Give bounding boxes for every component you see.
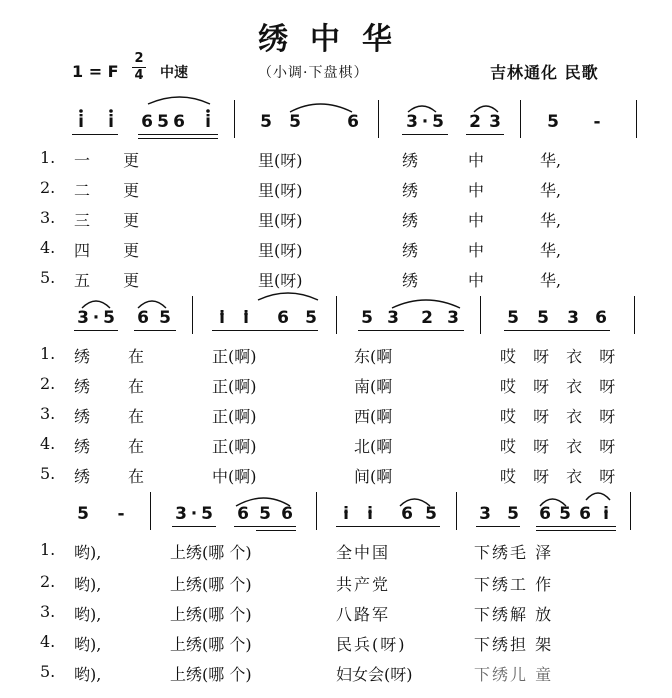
lyric: 间(啊 [354, 467, 393, 486]
lyric: 下绣解 放 [474, 605, 554, 624]
lyric: 华, [540, 181, 562, 200]
note: 5 [361, 308, 373, 328]
lyric: 中 [468, 241, 485, 260]
beam-line [536, 526, 616, 527]
lyric: 华, [540, 241, 562, 260]
barline [234, 100, 235, 138]
lyric: 四 更 [74, 241, 154, 260]
note: - [593, 112, 601, 132]
lyric: 哎 呀 衣 呀 [500, 377, 622, 396]
note: · [190, 504, 198, 524]
note: i [603, 504, 609, 524]
beam-line [134, 330, 176, 331]
lyric: 正(啊) [212, 347, 257, 366]
note: · [92, 308, 100, 328]
lyric: 哟), [74, 575, 102, 594]
lyric: 里(呀) [258, 151, 303, 170]
note: i [108, 112, 114, 132]
lyric: 哎 呀 衣 呀 [500, 437, 622, 456]
note: 5 [432, 112, 444, 132]
verse-number: 1. [40, 148, 56, 167]
lyric: 绣 [74, 377, 91, 396]
note: 3 [447, 308, 459, 328]
beam-line [234, 526, 296, 527]
note: 6 [173, 112, 185, 132]
lyric: 下绣工 作 [474, 575, 554, 594]
lyric: 绣 [74, 407, 91, 426]
note: i [343, 504, 349, 524]
note: 5 [201, 504, 213, 524]
lyric: 在 [128, 377, 145, 396]
lyric: 南(啊 [354, 377, 393, 396]
beam-line [138, 138, 218, 139]
note: · [421, 112, 429, 132]
song-origin: 吉林通化 民歌 [490, 63, 599, 82]
barline [378, 100, 379, 138]
slur [82, 301, 110, 308]
lyric: 绣 [74, 467, 91, 486]
note: i [367, 504, 373, 524]
lyric: 哟), [74, 543, 102, 562]
lyric: 绣 [402, 181, 419, 200]
note: 3 [406, 112, 418, 132]
note: 5 [289, 112, 301, 132]
lyric: 上绣(哪 个) [170, 635, 252, 654]
verse-number: 5. [40, 268, 56, 287]
note: 5 [507, 504, 519, 524]
verse-number: 2. [40, 374, 56, 393]
lyric: 绣 [402, 271, 419, 290]
verse-number: 4. [40, 632, 56, 651]
barline [520, 100, 521, 138]
lyric: 下绣毛 泽 [474, 543, 554, 562]
beam-line [212, 330, 318, 331]
lyric: 在 [128, 407, 145, 426]
note: 3 [567, 308, 579, 328]
barline [480, 296, 481, 334]
note: 3 [387, 308, 399, 328]
verse-number: 2. [40, 178, 56, 197]
slur [258, 293, 318, 300]
lyric: 中 [468, 211, 485, 230]
lyric: 绣 [74, 347, 91, 366]
lyric: 哟), [74, 605, 102, 624]
slur [138, 301, 166, 308]
lyric: 民兵(呀) [336, 635, 407, 654]
note: 6 [277, 308, 289, 328]
verse-number: 3. [40, 404, 56, 423]
time-bottom: 4 [134, 68, 144, 83]
lyric: 在 [128, 437, 145, 456]
lyric: 绣 [74, 437, 91, 456]
beam-line [74, 330, 118, 331]
beam-line [256, 530, 296, 531]
verse-number: 3. [40, 602, 56, 621]
lyric: 华, [540, 271, 562, 290]
lyric: 哟), [74, 665, 102, 684]
note: 5 [305, 308, 317, 328]
note: i [243, 308, 249, 328]
barline [630, 492, 631, 530]
lyric: 五 更 [74, 271, 154, 290]
beam-line [536, 530, 616, 531]
note: i [78, 112, 84, 132]
beam-line [466, 134, 504, 135]
note: 6 [401, 504, 413, 524]
lyric: 二 更 [74, 181, 154, 200]
lyric: 里(呀) [258, 211, 303, 230]
lyric: 中 [468, 271, 485, 290]
note: 5 [103, 308, 115, 328]
lyric: 下绣儿 童 [474, 665, 554, 684]
key-signature: 1 = F [72, 62, 119, 81]
note: i [219, 308, 225, 328]
note: 5 [425, 504, 437, 524]
note: 5 [537, 308, 549, 328]
note: 2 [469, 112, 481, 132]
verse-number: 1. [40, 540, 56, 559]
verse-number: 4. [40, 238, 56, 257]
verse-number: 2. [40, 572, 56, 591]
lyric: 正(啊) [212, 437, 257, 456]
slur [290, 104, 352, 112]
lyric: 西(啊 [354, 407, 393, 426]
barline [150, 492, 151, 530]
lyric: 里(呀) [258, 271, 303, 290]
lyric: 里(呀) [258, 181, 303, 200]
barline [634, 296, 635, 334]
lyric: 里(呀) [258, 241, 303, 260]
verse-number: 4. [40, 434, 56, 453]
lyric: 一 更 [74, 151, 154, 170]
beam-line [504, 330, 610, 331]
barline [192, 296, 193, 334]
lyric: 东(啊 [354, 347, 393, 366]
lyric: 正(啊) [212, 407, 257, 426]
beam-line [172, 526, 216, 527]
beam-line [138, 134, 218, 135]
lyric: 华, [540, 211, 562, 230]
lyric: 中 [468, 181, 485, 200]
note: 3 [489, 112, 501, 132]
lyric: 妇女会(呀) [336, 665, 413, 684]
verse-number: 3. [40, 208, 56, 227]
lyric: 绣 [402, 241, 419, 260]
lyric: 哎 呀 衣 呀 [500, 467, 622, 486]
note: 3 [77, 308, 89, 328]
barline [316, 492, 317, 530]
lyric: 绣 [402, 151, 419, 170]
lyric: 三 更 [74, 211, 154, 230]
lyric: 正(啊) [212, 377, 257, 396]
lyric: 中(啊) [212, 467, 257, 486]
verse-number: 5. [40, 464, 56, 483]
note: 6 [595, 308, 607, 328]
note: 5 [559, 504, 571, 524]
tempo-marking: 中速 [160, 65, 188, 81]
lyric: 哎 呀 衣 呀 [500, 347, 622, 366]
lyric: 上绣(哪 个) [170, 575, 252, 594]
lyric: 哟), [74, 635, 102, 654]
note: 6 [539, 504, 551, 524]
verse-number: 5. [40, 662, 56, 681]
lyric: 上绣(哪 个) [170, 543, 252, 562]
note: 3 [175, 504, 187, 524]
beam-line [402, 134, 448, 135]
note: 5 [157, 112, 169, 132]
note: - [117, 504, 125, 524]
lyric: 下绣担 架 [474, 635, 554, 654]
barline [456, 492, 457, 530]
note: 5 [547, 112, 559, 132]
lyric: 华, [540, 151, 562, 170]
slur [586, 493, 610, 500]
mode-marking: （小调·下盘棋） [258, 65, 369, 81]
lyric: 共产党 [336, 575, 391, 594]
lyric: 上绣(哪 个) [170, 665, 252, 684]
note: 5 [260, 112, 272, 132]
lyric: 哎 呀 衣 呀 [500, 407, 622, 426]
note: 2 [421, 308, 433, 328]
note: i [205, 112, 211, 132]
note: 3 [479, 504, 491, 524]
song-title: 绣中华 [258, 22, 414, 57]
time-top: 2 [134, 51, 144, 66]
slur [392, 300, 460, 308]
lyric: 在 [128, 347, 145, 366]
beam-line [358, 330, 464, 331]
note: 6 [137, 308, 149, 328]
note: 5 [507, 308, 519, 328]
barline [336, 296, 337, 334]
lyric: 全中国 [336, 543, 391, 562]
beam-line [72, 134, 118, 135]
slur [148, 97, 210, 104]
lyric: 中 [468, 151, 485, 170]
lyric: 在 [128, 467, 145, 486]
note: 6 [347, 112, 359, 132]
verse-number: 1. [40, 344, 56, 363]
beam-line [336, 526, 440, 527]
lyric: 北(啊 [354, 437, 393, 456]
beam-line [476, 526, 520, 527]
note: 6 [579, 504, 591, 524]
lyric: 八路军 [336, 605, 391, 624]
note: 5 [77, 504, 89, 524]
note: 5 [259, 504, 271, 524]
barline [636, 100, 637, 138]
lyric: 上绣(哪 个) [170, 605, 252, 624]
note: 6 [281, 504, 293, 524]
note: 6 [237, 504, 249, 524]
note: 6 [141, 112, 153, 132]
lyric: 绣 [402, 211, 419, 230]
note: 5 [159, 308, 171, 328]
